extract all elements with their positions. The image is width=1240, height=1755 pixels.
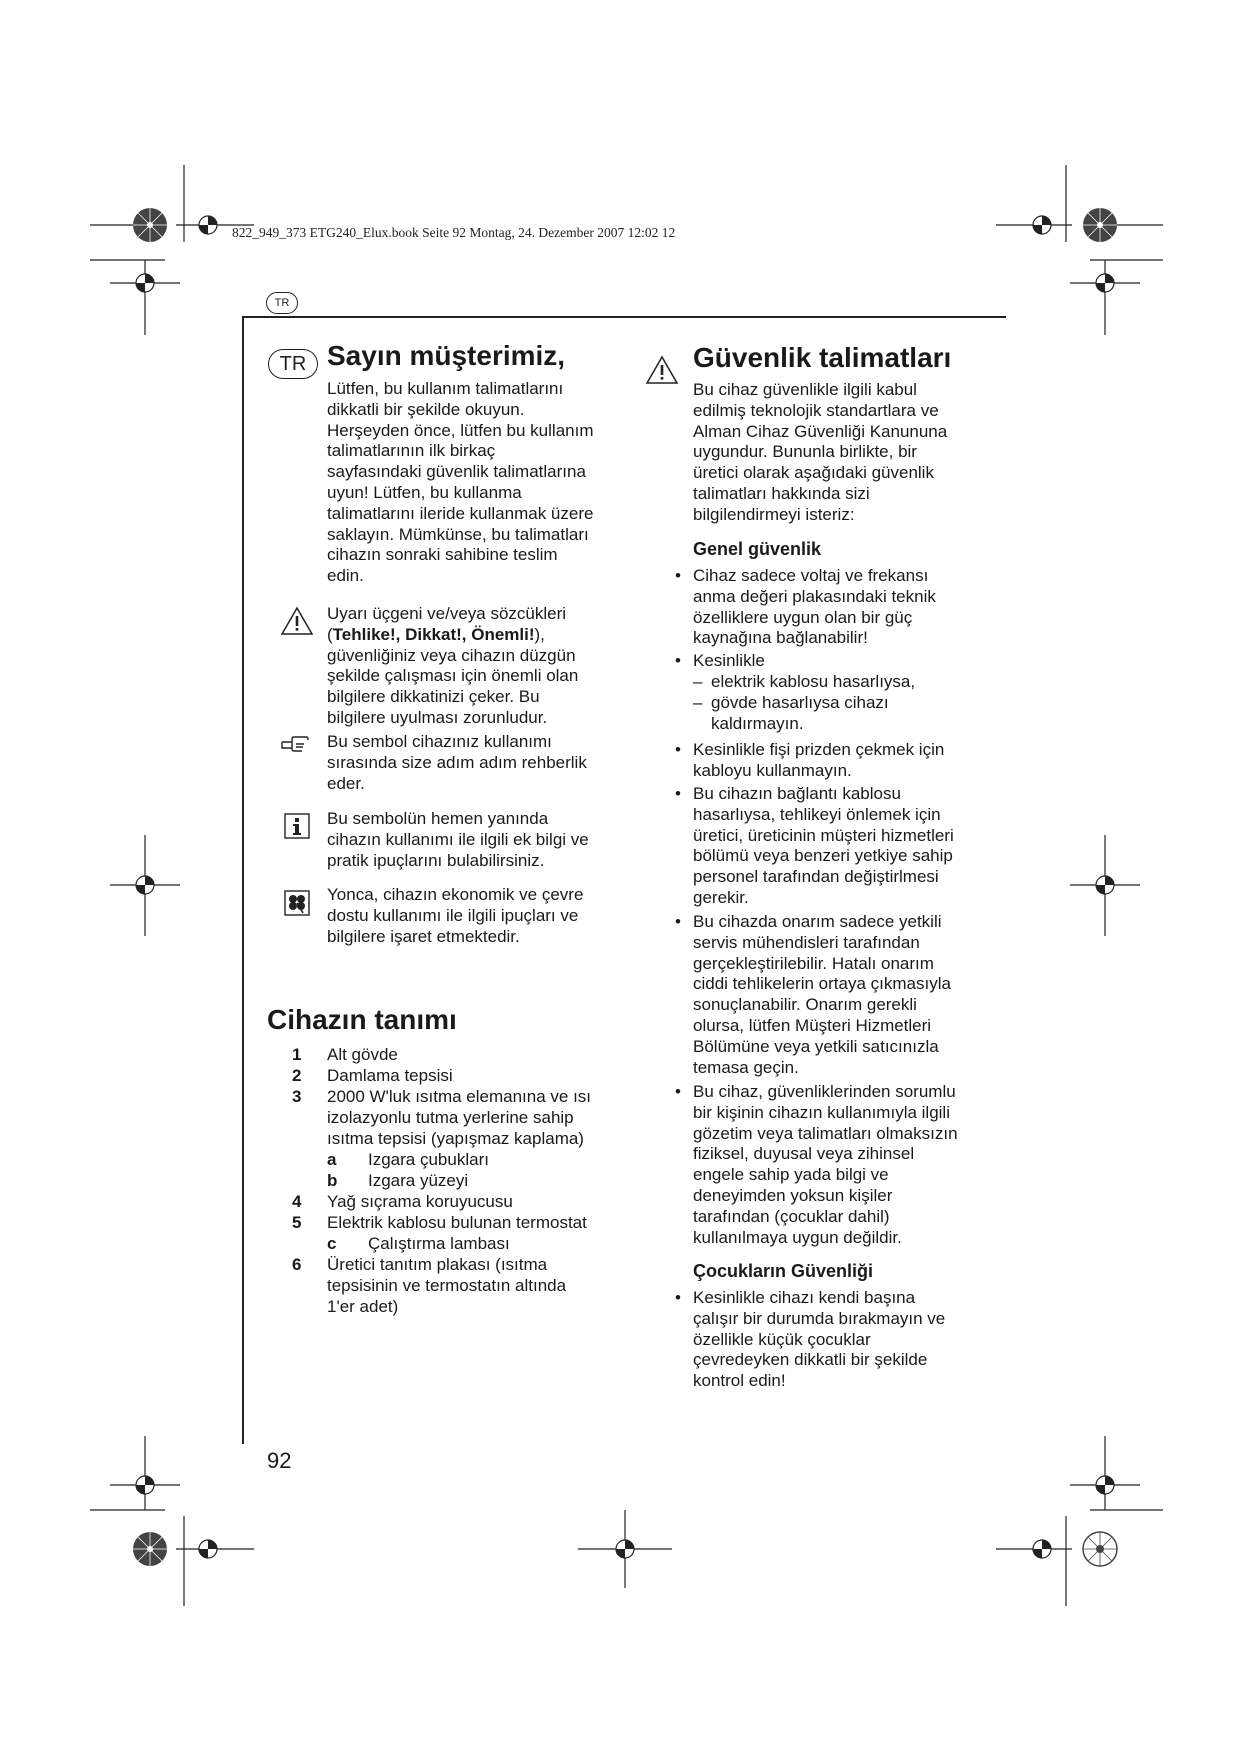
safety-intro [693, 380, 947, 526]
part-label: Izgara çubukları [368, 1150, 489, 1169]
warning-triangle-icon [645, 355, 679, 385]
warning-paren-close: ), [534, 624, 545, 644]
intro-line: saklayın. Mümkünse, bu talimatları [327, 524, 589, 544]
bullet-line: Bu cihazda onarım sadece yetkili [693, 912, 942, 931]
bullet: • [675, 740, 681, 759]
safety-intro-line: Alman Cihaz Güvenliği Kanununa [693, 421, 948, 441]
bullet-item [693, 740, 944, 782]
safety-intro-line: edilmiş teknolojik standartlara ve [693, 400, 939, 420]
part-label: Üretici tanıtım plakası (ısıtma [327, 1255, 548, 1274]
top-rule [242, 316, 1006, 318]
bullet: • [675, 1082, 681, 1101]
bullet-line: kaynağına bağlanabilir! [693, 628, 868, 648]
part-number: 2 [292, 1066, 302, 1085]
pointing-hand-icon [280, 735, 310, 753]
intro-text [327, 379, 594, 587]
bullet: • [675, 784, 681, 803]
warning-keywords: Tehlike!, Dikkat!, Önemli! [332, 624, 535, 644]
bullet-line: tarafından (çocuklar dahil) [693, 1206, 890, 1226]
safety-intro-line: uygundur. Bununla birlikte, bir [693, 442, 917, 462]
bullet-line: gerçekleştirilebilir. Hatalı onarım [693, 953, 934, 973]
eco-line: dostu kullanımı ile ilgili ipuçları ve [327, 905, 579, 925]
part-number: 4 [292, 1192, 302, 1211]
warning-note [327, 604, 578, 729]
bullet-line: servis mühendisleri tarafından [693, 932, 920, 952]
bullet-line: Kesinlikle fişi prizden çekmek için [693, 740, 945, 759]
bullet: • [675, 1288, 681, 1307]
bullet-item [693, 651, 765, 672]
step-line: Bu sembol cihazınız kullanımı [327, 732, 552, 751]
eco-line: Yonca, cihazın ekonomik ve çevre [327, 885, 584, 904]
bullet-line: olursa, lütfen Müşteri Hizmetleri [693, 1015, 932, 1035]
safety-title: Güvenlik talimatları [693, 342, 952, 373]
warning-line: bilgilere uyulması zorunludur. [327, 707, 548, 727]
bullet-line: Bu cihaz, güvenliklerinden sorumlu [693, 1082, 956, 1101]
bullet-line: temasa geçin. [693, 1057, 799, 1077]
bullet-line: özellikle küçük çocuklar [693, 1329, 871, 1349]
bullet-line: çalışır bir durumda bırakmayın ve [693, 1308, 946, 1328]
part-label: Izgara yüzeyi [368, 1171, 469, 1190]
warning-paren-open: ( [327, 624, 333, 644]
greeting-title: Sayın müşterimiz, [327, 340, 566, 371]
safety-intro-line: üretici olarak aşağıdaki güvenlik [693, 463, 934, 483]
bullet-line: kontrol edin! [693, 1371, 786, 1391]
bullet-line: çevredeyken dikkatli bir şekilde [693, 1350, 928, 1370]
intro-line: dikkatli bir şekilde okuyun. [327, 399, 525, 419]
eco-line: bilgilere işaret etmektedir. [327, 926, 520, 946]
clover-icon [284, 890, 310, 916]
part-label: Alt gövde [327, 1045, 398, 1064]
intro-line: Herşeyden önce, lütfen bu kullanım [327, 420, 594, 440]
part-letter: b [327, 1171, 338, 1190]
safety-intro-line: Bu cihaz güvenlikle ilgili kabul [693, 380, 917, 399]
bullet-line: engele sahip yada bilgi ve [693, 1165, 889, 1185]
warning-line: şekilde çalışması için önemli olan [327, 666, 579, 686]
dash-item: elektrik kablosu hasarlıysa, [711, 672, 916, 691]
bullet-line: bir kişinin cihazın kullanımıyla ilgili [693, 1102, 950, 1122]
bullet-line: ciddi tehlikelerin ortaya çıkmasıyla [693, 974, 951, 994]
warning-triangle-icon [280, 606, 314, 636]
bullet-item [693, 1082, 958, 1248]
bullet-line: deneyimden yoksun kişiler [693, 1185, 893, 1205]
info-line: cihazın kullanımı ile ilgili ek bilgi ve [327, 829, 589, 849]
dash: – [693, 672, 703, 691]
part-label: 1'er adet) [327, 1297, 399, 1316]
intro-line: edin. [327, 566, 364, 586]
language-tab: TR [266, 292, 298, 314]
bullet-line: sonuçlanabilir. Onarım gerekli [693, 995, 917, 1015]
intro-line: uyun! Lütfen, bu kullanma [327, 482, 522, 502]
bullet-line: Bölümüne veya yetkili satıcınızla [693, 1036, 939, 1056]
safety-intro-line: talimatları hakkında sizi [693, 483, 870, 503]
bullet-item [693, 566, 936, 649]
bullet-line: hasarlıysa, tehlikeyi önlemek için [693, 804, 941, 824]
bullet-line: bölümü veya benzeri yetkiye sahip [693, 846, 953, 866]
dash: – [693, 693, 703, 712]
info-line: pratik ipuçlarını bulabilirsiniz. [327, 850, 545, 870]
dash-item: kaldırmayın. [711, 714, 804, 733]
bullet: • [675, 566, 681, 585]
warning-line: bilgilere dikkatinizi çeker. Bu [327, 687, 540, 707]
part-label: Damlama tepsisi [327, 1066, 453, 1085]
warning-line: güvenliğiniz veya cihazın düzgün [327, 645, 576, 665]
page-number: 92 [267, 1448, 292, 1473]
step-line: sırasında size adım adım rehberlik [327, 752, 587, 772]
bullet-line: özelliklere uygun olan bir güç [693, 607, 913, 627]
bullet-item [693, 1288, 945, 1392]
part-label: Yağ sıçrama koruyucusu [327, 1192, 513, 1211]
part-label: 2000 W'luk ısıtma elemanına ve ısı [327, 1087, 592, 1106]
general-safety-title: Genel güvenlik [693, 539, 822, 559]
step-note [327, 732, 587, 794]
part-label: Çalıştırma lambası [368, 1234, 510, 1253]
language-badge: TR [268, 349, 318, 379]
bullet-line: kullanılmaya uygun değildir. [693, 1227, 902, 1247]
bullet-item [693, 784, 954, 909]
intro-line: talimatlarını ileride kullanmak üzere [327, 503, 594, 523]
part-number: 1 [292, 1045, 302, 1064]
part-letter: a [327, 1150, 337, 1169]
safety-intro-line: bilgilendirmeyi isteriz: [693, 504, 855, 524]
part-number: 3 [292, 1087, 302, 1106]
bullet-line: Bu cihazın bağlantı kablosu [693, 784, 901, 803]
part-label: Elektrik kablosu bulunan termostat [327, 1213, 587, 1232]
bullet-line: fiziksel, duyusal veya zihinsel [693, 1144, 915, 1164]
part-label: tepsisinin ve termostatın altında [327, 1276, 567, 1295]
step-line: eder. [327, 773, 365, 793]
eco-note [327, 885, 583, 947]
bullet: • [675, 651, 681, 670]
bullet-line: üretici, üreticinin müşteri hizmetleri [693, 825, 954, 845]
warning-line: Uyarı üçgeni ve/veya sözcükleri [327, 604, 567, 623]
intro-line: sayfasındaki güvenlik talimatlarına [327, 462, 586, 482]
dash-item: gövde hasarlıysa cihazı [711, 693, 889, 712]
print-info: 822_949_373 ETG240_Elux.book Seite 92 Montag, 24. Dezember 2007 12:02 12 [232, 225, 676, 240]
bullet-line: Cihaz sadece voltaj ve frekansı [693, 566, 929, 585]
device-description-title: Cihazın tanımı [267, 1004, 457, 1035]
bullet-line: kabloyu kullanmayın. [693, 760, 852, 780]
bullet-item [693, 912, 951, 1078]
bullet-line: Kesinlikle cihazı kendi başına [693, 1288, 916, 1307]
bullet-line: personel tarafından değiştirlmesi [693, 867, 939, 887]
bullet-line: gözetim veya talimatları olmaksızın [693, 1123, 958, 1143]
warning-keywords-line [327, 625, 578, 646]
part-number: 6 [292, 1255, 302, 1274]
info-line: Bu sembolün hemen yanında [327, 809, 549, 828]
info-note [327, 809, 589, 871]
bullet-line: Kesinlikle [693, 651, 765, 670]
bullet-line: anma değeri plakasındaki teknik [693, 586, 936, 606]
info-icon [284, 813, 310, 839]
children-safety-title: Çocukların Güvenliği [693, 1261, 874, 1281]
part-label: ısıtma tepsisi (yapışmaz kaplama) [327, 1129, 584, 1148]
intro-line: Lütfen, bu kullanım talimatlarını [327, 379, 564, 398]
left-margin-rule [242, 316, 244, 1444]
intro-line: cihazın sonraki sahibine teslim [327, 545, 558, 565]
part-letter: c [327, 1234, 337, 1253]
intro-line: talimatlarının ilk birkaç [327, 441, 496, 461]
bullet: • [675, 912, 681, 931]
part-label: izolazyonlu tutma yerlerine sahip [327, 1108, 574, 1127]
bullet-line: gerekir. [693, 887, 749, 907]
part-number: 5 [292, 1213, 302, 1232]
